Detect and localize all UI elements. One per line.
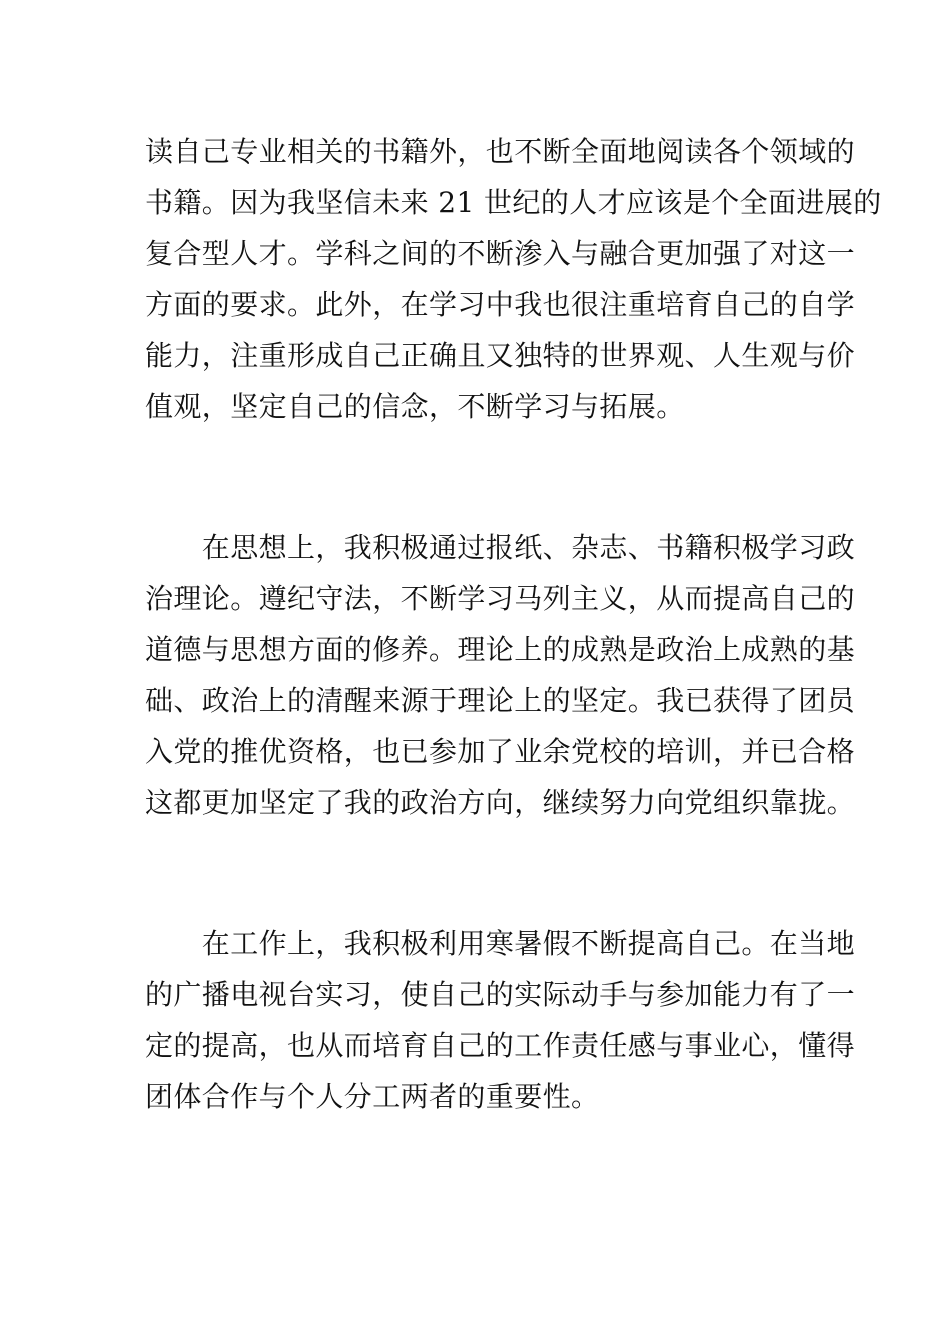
- paragraph-thought: [145, 522, 856, 828]
- text-line: 能力，注重形成自己正确且又独特的世界观、人生观与价: [145, 339, 856, 372]
- paragraph-work: [145, 918, 856, 1122]
- text-line: 在思想上，我积极通过报纸、杂志、书籍积极学习政: [145, 531, 856, 564]
- paragraph-study: [145, 126, 882, 432]
- text-line: 定的提高，也从而培育自己的工作责任感与事业心，懂得: [145, 1029, 856, 1062]
- text-line: 入党的推优资格，也已参加了业余党校的培训，并已合格: [145, 735, 856, 768]
- text-line: 复合型人才。学科之间的不断渗入与融合更加强了对这一: [145, 237, 856, 270]
- text-line: 道德与思想方面的修养。理论上的成熟是政治上成熟的基: [145, 633, 856, 666]
- text-line: 在工作上，我积极利用寒暑假不断提高自己。在当地: [145, 927, 856, 960]
- text-line: 础、政治上的清醒来源于理论上的坚定。我已获得了团员: [145, 684, 856, 717]
- text-line: 书籍。因为我坚信未来 21 世纪的人才应该是个全面进展的: [145, 186, 882, 219]
- text-line: 方面的要求。此外，在学习中我也很注重培育自己的自学: [145, 288, 856, 321]
- text-line: 值观，坚定自己的信念，不断学习与拓展。: [145, 390, 685, 423]
- text-line: 的广播电视台实习，使自己的实际动手与参加能力有了一: [145, 978, 856, 1011]
- text-line: 这都更加坚定了我的政治方向，继续努力向党组织靠拢。: [145, 786, 856, 819]
- text-line: 治理论。遵纪守法，不断学习马列主义，从而提高自己的: [145, 582, 856, 615]
- text-line: 读自己专业相关的书籍外，也不断全面地阅读各个领域的: [145, 135, 856, 168]
- text-line: 团体合作与个人分工两者的重要性。: [145, 1080, 600, 1113]
